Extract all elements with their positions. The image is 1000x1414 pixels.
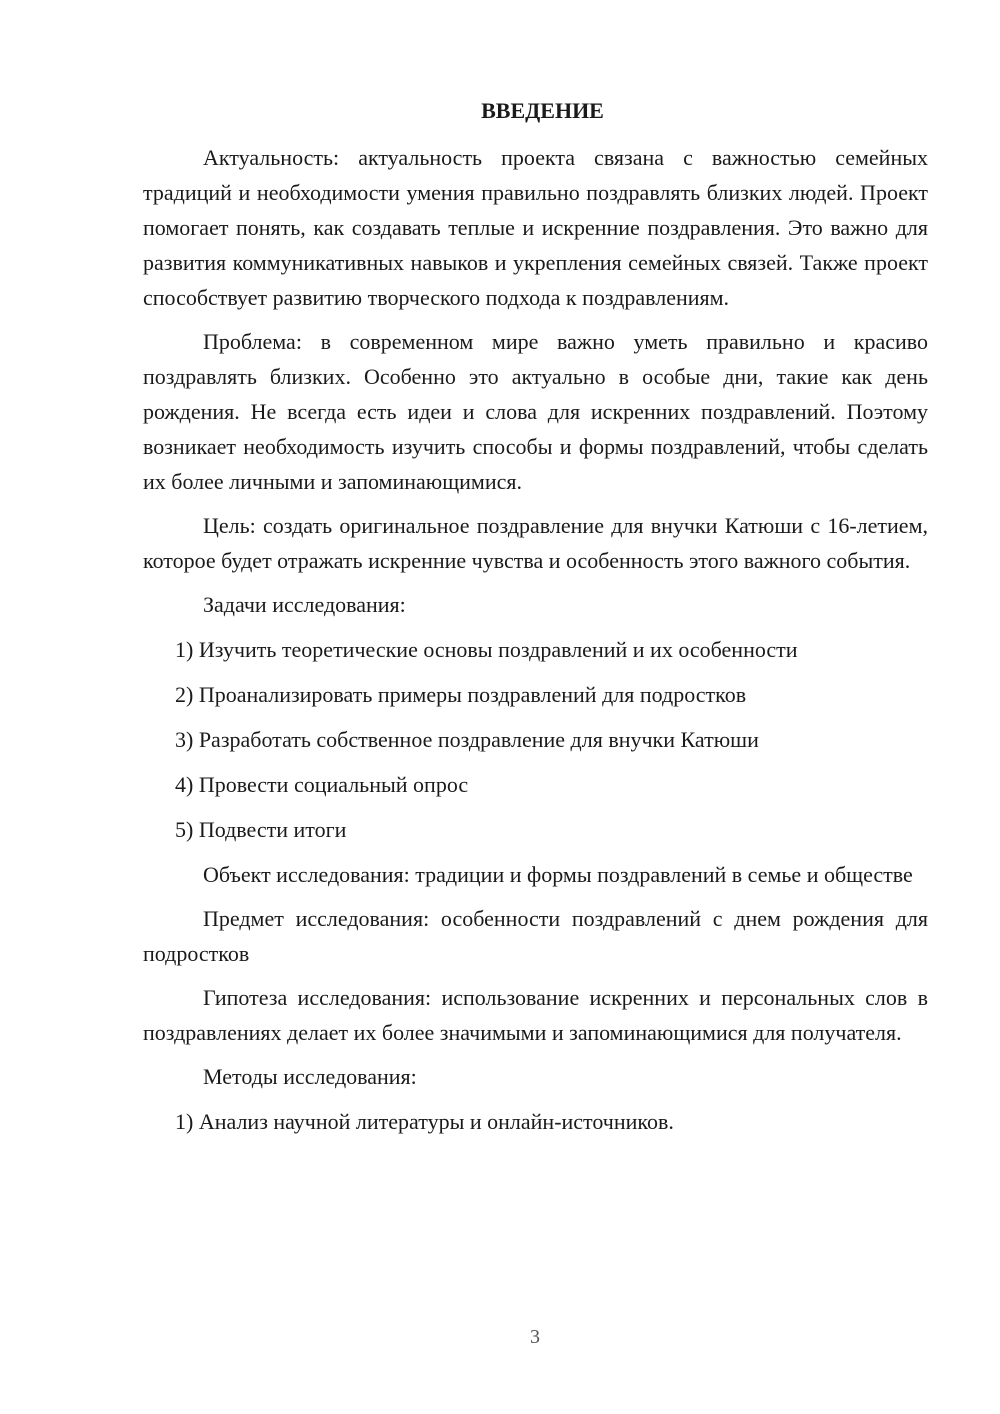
- section-title: ВВЕДЕНИЕ: [481, 98, 604, 123]
- list-item: 1) Анализ научной литературы и онлайн-источников.: [175, 1109, 674, 1134]
- paragraph-hypothesis: Гипотеза исследования: использование искренних и персональных слов в поздравлениях делает их более значимыми и запоминающимися для получателя.: [143, 985, 928, 1045]
- paragraph-relevance: Актуальность: актуальность проекта связана с важностью семейных традиций и необходимости умения правильно поздравлять близких людей. Проект помогает понять, как создавать теплые и искренние поздравления. Это важно для развития коммуникативных навыков и укрепления семейных связей. Также проект способствует развитию творческого подхода к поздравлениям.: [143, 145, 928, 310]
- page-number: 3: [530, 1326, 540, 1348]
- list-item: 5) Подвести итоги: [175, 817, 347, 842]
- list-item: 4) Провести социальный опрос: [175, 772, 469, 797]
- document-page: [143, 96, 928, 1149]
- methods-heading: Методы исследования:: [203, 1064, 417, 1089]
- list-item: 2) Проанализировать примеры поздравлений для подростков: [175, 682, 747, 707]
- paragraph-subject: Предмет исследования: особенности поздравлений с днем рождения для подростков: [143, 906, 928, 966]
- paragraph-object: Объект исследования: традиции и формы поздравлений в семье и обществе: [203, 862, 913, 887]
- list-item: 1) Изучить теоретические основы поздравлений и их особенности: [175, 637, 798, 662]
- list-item: 3) Разработать собственное поздравление для внучки Катюши: [175, 727, 759, 752]
- tasks-heading: Задачи исследования:: [203, 592, 406, 617]
- paragraph-problem: Проблема: в современном мире важно уметь правильно и красиво поздравлять близких. Особенно это актуально в особые дни, такие как день рождения. Не всегда есть идеи и слова для искренних поздравлений. Поэтому возникает необходимость изучить способы и формы поздравлений, чтобы сделать их более личными и запоминающимися.: [143, 329, 928, 494]
- methods-list: [143, 1104, 928, 1139]
- tasks-list: [143, 632, 928, 847]
- paragraph-goal: Цель: создать оригинальное поздравление для внучки Катюши с 16-летием, которое будет отражать искренние чувства и особенность этого важного события.: [143, 513, 928, 573]
